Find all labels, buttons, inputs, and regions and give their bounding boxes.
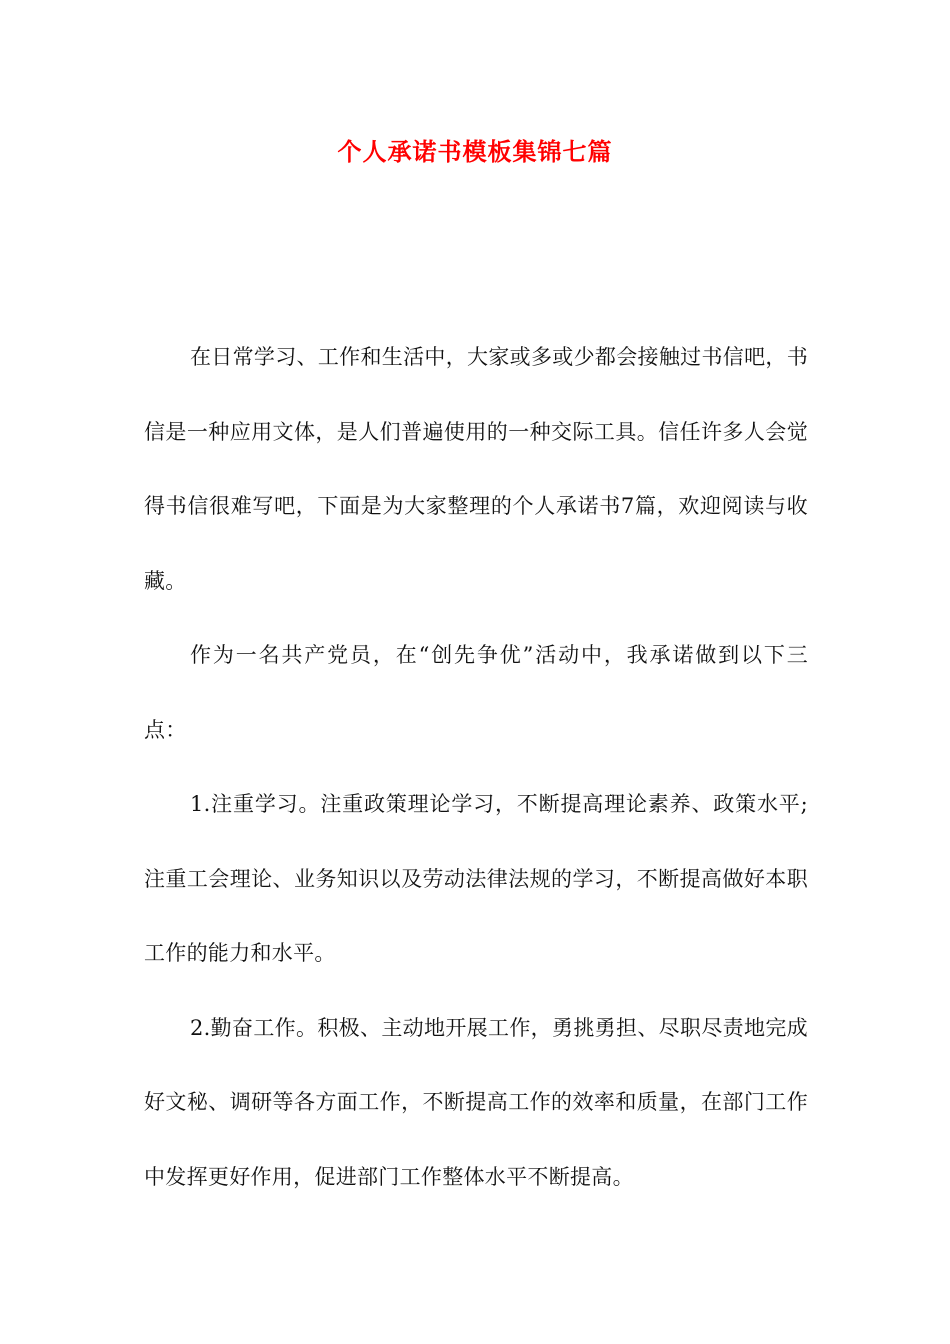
document-title: 个人承诺书模板集锦七篇 bbox=[337, 137, 613, 166]
paragraph-point-2: 2.勤奋工作。积极、主动地开展工作，勇挑勇担、尽职尽责地完成好文秘、调研等各方面工作，不断提高工作的效率和质量，在部门工作中发挥更好作用，促进部门工作整体水平不断提高。 bbox=[144, 1015, 808, 1189]
paragraph-pledge-intro: 作为一名共产党员，在“创先争优”活动中，我承诺做到以下三点： bbox=[144, 643, 808, 742]
paragraph-intro: 在日常学习、工作和生活中，大家或多或少都会接触过书信吧，书信是一种应用文体，是人们普遍使用的一种交际工具。信任许多人会觉得书信很难写吧，下面是为大家整理的个人承诺书7篇，欢迎阅读与收藏。 bbox=[144, 345, 808, 593]
paragraph-point-1: 1.注重学习。注重政策理论学习，不断提高理论素养、政策水平;注重工会理论、业务知识以及劳动法律法规的学习，不断提高做好本职工作的能力和水平。 bbox=[144, 792, 808, 965]
document-body bbox=[144, 320, 808, 1214]
